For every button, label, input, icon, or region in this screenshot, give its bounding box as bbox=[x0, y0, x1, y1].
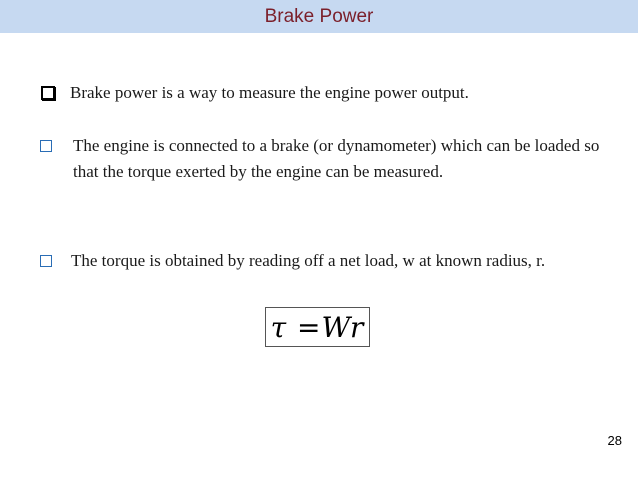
torque-formula-box bbox=[265, 307, 370, 347]
bullet-text: Brake power is a way to measure the engine power output. bbox=[70, 83, 469, 102]
slide-title: Brake Power bbox=[264, 5, 374, 27]
slide-title-bar bbox=[0, 0, 638, 33]
bullet-item-torque bbox=[40, 248, 545, 274]
bullet-item-brake-power bbox=[41, 80, 469, 106]
torque-formula: τ =Wr bbox=[270, 310, 365, 344]
checkbox-square-icon bbox=[40, 140, 52, 152]
bullet-text: The torque is obtained by reading off a net load, w at known radius, r. bbox=[71, 251, 546, 270]
bullet-item-engine-brake bbox=[40, 133, 620, 185]
checkbox-square-icon bbox=[40, 255, 52, 267]
page-number: 28 bbox=[607, 433, 622, 448]
bullet-text: The engine is connected to a brake (or dynamometer) which can be loaded so that the torque exerted by the engine can be measured. bbox=[73, 136, 600, 181]
checkbox-square-icon bbox=[41, 86, 55, 100]
